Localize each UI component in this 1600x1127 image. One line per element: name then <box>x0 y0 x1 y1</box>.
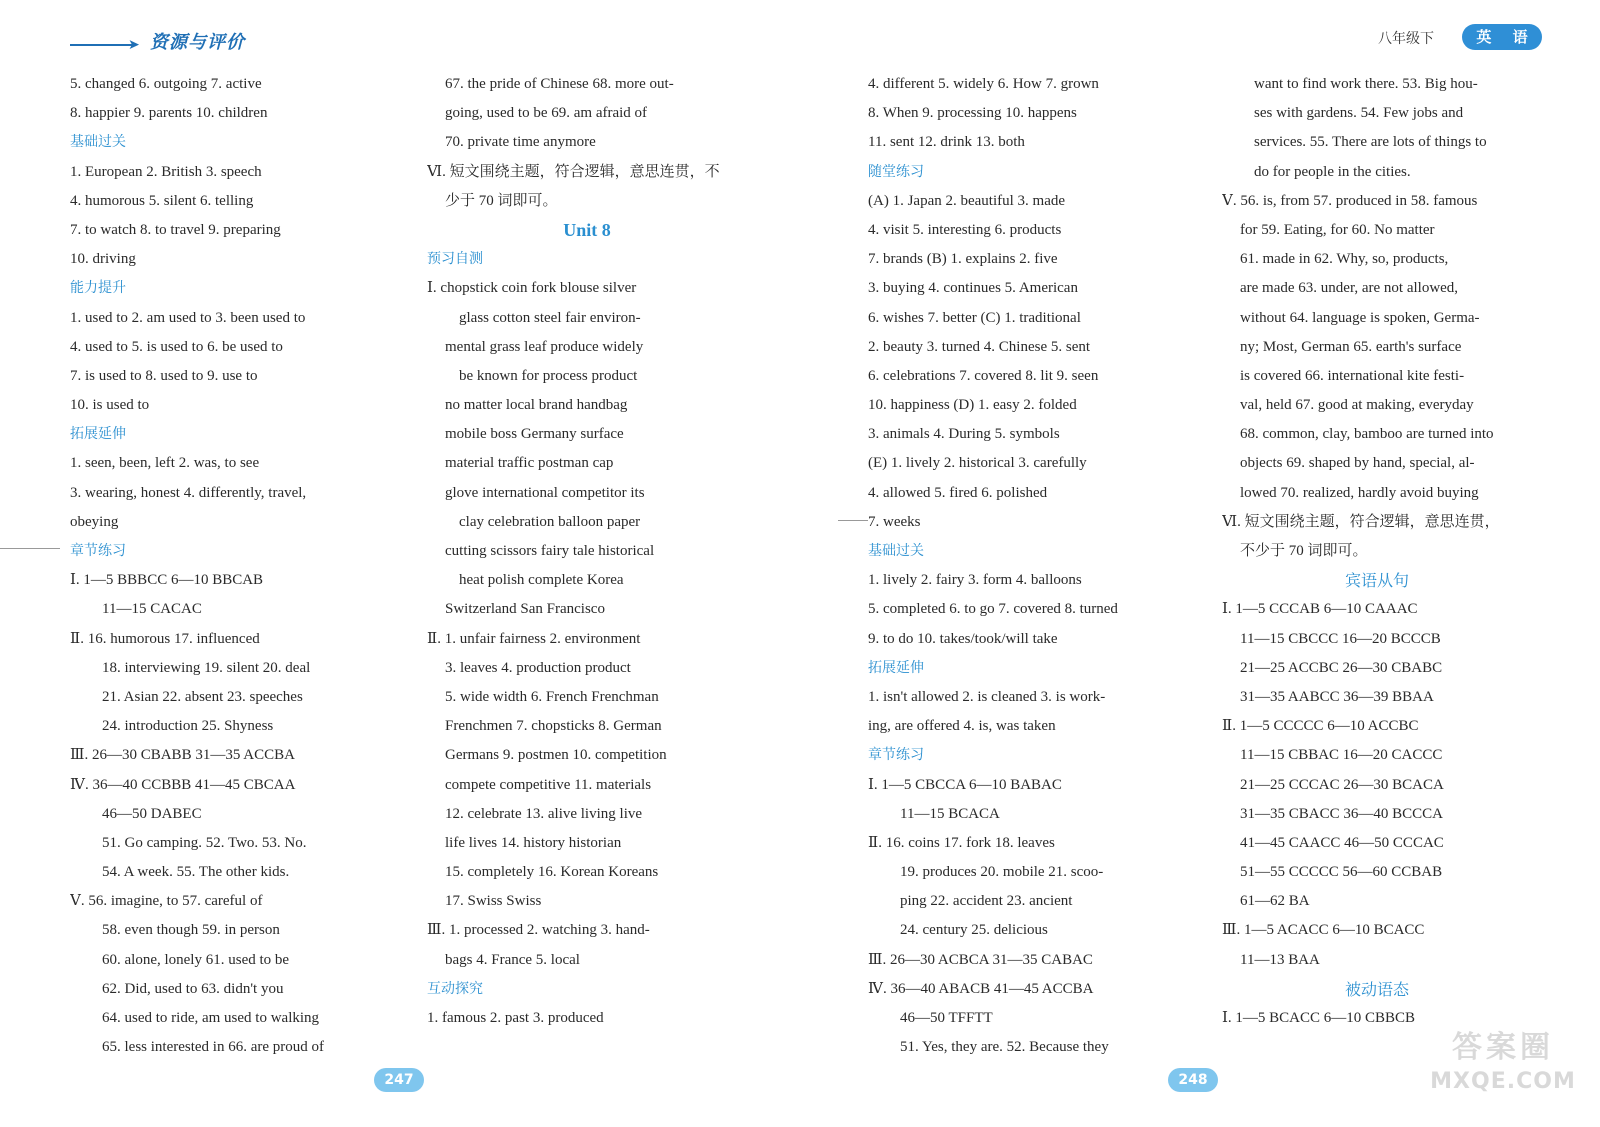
answer-line: 1. European 2. British 3. speech <box>70 163 262 180</box>
margin-rule <box>838 520 868 521</box>
answer-line: 3. buying 4. continues 5. American <box>868 280 1078 297</box>
section-heading: 基础过关 <box>868 543 924 559</box>
answer-line: Ⅱ. 16. humorous 17. influenced <box>70 630 260 647</box>
answer-column-4 <box>1222 70 1532 1033</box>
answer-line: no matter local brand handbag <box>445 397 628 414</box>
answer-line: ses with gardens. 54. Few jobs and <box>1254 105 1464 122</box>
answer-line: Ⅱ. 16. coins 17. fork 18. leaves <box>868 834 1055 851</box>
margin-rule <box>0 548 60 549</box>
answer-line: 31—35 AABCC 36—39 BBAA <box>1240 688 1434 705</box>
answer-line: Ⅰ. 1—5 CBCCA 6—10 BABAC <box>868 776 1062 793</box>
answer-line: 1. used to 2. am used to 3. been used to <box>70 309 306 326</box>
answer-line: 58. even though 59. in person <box>102 922 280 939</box>
answer-line: life lives 14. history historian <box>445 834 622 851</box>
answer-line: 64. used to ride, am used to walking <box>102 1010 320 1026</box>
answer-line: 51. Yes, they are. 52. Because they <box>900 1039 1109 1056</box>
answer-line: 60. alone, lonely 61. used to be <box>102 951 290 968</box>
answer-line: 61—62 BA <box>1240 893 1310 910</box>
page-number-left: 247 <box>374 1068 424 1092</box>
section-heading: 预习自测 <box>427 251 483 268</box>
answer-line: 4. used to 5. is used to 6. be used to <box>70 338 283 355</box>
answer-line: 4. humorous 5. silent 6. telling <box>70 192 254 209</box>
answer-line: 10. driving <box>70 251 136 268</box>
answer-line: for 59. Eating, for 60. No matter <box>1240 221 1435 238</box>
answer-line: (A) 1. Japan 2. beautiful 3. made <box>868 192 1066 209</box>
answer-line: compete competitive 11. materials <box>445 776 652 793</box>
unit-title: 被动语态 <box>1344 979 1409 999</box>
answer-line: mobile boss Germany surface <box>445 426 624 443</box>
answer-line: 51—55 CCCCC 56—60 CCBAB <box>1240 864 1443 881</box>
answer-line: going, used to be 69. am afraid of <box>445 105 648 122</box>
answer-line: 7. to watch 8. to travel 9. preparing <box>70 221 281 238</box>
answer-line: cutting scissors fairy tale historical <box>445 543 655 559</box>
answer-line: lowed 70. realized, hardly avoid buying <box>1240 484 1479 501</box>
answer-line: 24. introduction 25. Shyness <box>102 718 274 735</box>
answer-line: val, held 67. good at making, everyday <box>1240 397 1474 414</box>
answer-line: 70. private time anymore <box>445 134 596 151</box>
answer-line: 11—15 CACAC <box>102 601 202 618</box>
answer-line: 62. Did, used to 63. didn't you <box>102 980 284 997</box>
answer-line: Ⅲ. 26—30 ACBCA 31—35 CABAC <box>868 951 1093 968</box>
section-heading: 基础过关 <box>70 134 126 151</box>
answer-line: Ⅵ. 短文围绕主题，符合逻辑，意思连贯， <box>1222 513 1500 530</box>
section-heading: 章节练习 <box>70 543 126 559</box>
section-heading: 章节练习 <box>868 747 924 764</box>
unit-title: 宾语从句 <box>1344 571 1409 591</box>
answer-line: 11—13 BAA <box>1240 951 1320 968</box>
answer-line: glove international competitor its <box>445 484 645 501</box>
answer-line: mental grass leaf produce widely <box>445 338 644 355</box>
answer-line: 11—15 BCACA <box>900 805 1000 822</box>
section-heading: 拓展延伸 <box>868 659 924 676</box>
grade-label: 八年级下 <box>1378 31 1434 47</box>
answer-line: Ⅴ. 56. imagine, to 57. careful of <box>70 893 263 910</box>
answer-line: services. 55. There are lots of things to <box>1254 134 1487 151</box>
answer-line: material traffic postman cap <box>445 455 614 472</box>
answer-line: Ⅱ. 1—5 CCCCC 6—10 ACCBC <box>1222 718 1419 735</box>
answer-line: 8. happier 9. parents 10. children <box>70 105 268 122</box>
answer-line: do for people in the cities. <box>1254 163 1411 180</box>
answer-line: 1. famous 2. past 3. produced <box>427 1010 604 1026</box>
answer-line: objects 69. shaped by hand, special, al- <box>1240 455 1475 472</box>
answer-line: without 64. language is spoken, Germa- <box>1240 309 1480 326</box>
answer-line: 67. the pride of Chinese 68. more out- <box>445 76 674 92</box>
answer-line: Ⅵ. 短文围绕主题，符合逻辑，意思连贯，不 <box>427 163 720 180</box>
section-heading: 互动探究 <box>427 980 483 997</box>
answer-line: 6. wishes 7. better (C) 1. traditional <box>868 309 1081 326</box>
answer-line: 11—15 CBCCC 16—20 BCCCB <box>1240 630 1441 647</box>
answer-line: 61. made in 62. Why, so, products, <box>1240 251 1449 268</box>
answer-line: Ⅳ. 36—40 ABACB 41—45 ACCBA <box>868 980 1094 997</box>
answer-line: 54. A week. 55. The other kids. <box>102 864 290 881</box>
section-heading: 能力提升 <box>70 280 126 297</box>
unit-title: Unit 8 <box>563 219 611 240</box>
answer-column-2 <box>427 70 747 1033</box>
page-number-right: 248 <box>1168 1068 1218 1092</box>
answer-line: 5. wide width 6. French Frenchman <box>445 688 659 705</box>
answer-line: 7. weeks <box>868 513 921 530</box>
answer-line: 46—50 DABEC <box>102 805 202 822</box>
arrow-icon: ➤ <box>128 37 140 53</box>
answer-line: bags 4. France 5. local <box>445 951 580 968</box>
answer-line: 5. changed 6. outgoing 7. active <box>70 76 262 92</box>
answer-line: 4. visit 5. interesting 6. products <box>868 221 1062 238</box>
answer-line: 1. lively 2. fairy 3. form 4. balloons <box>868 572 1082 589</box>
answer-line: 46—50 TFFTT <box>900 1010 993 1026</box>
answer-line: Ⅴ. 56. is, from 57. produced in 58. famous <box>1222 192 1478 209</box>
answer-line: 21—25 CCCAC 26—30 BCACA <box>1240 776 1444 793</box>
answer-line: 9. to do 10. takes/took/will take <box>868 630 1058 647</box>
watermark-logo <box>1418 1028 1588 1098</box>
answer-line: Ⅳ. 36—40 CCBBB 41—45 CBCAA <box>70 776 296 793</box>
subject-badge: 英 语 <box>1462 24 1542 50</box>
answer-line: 5. completed 6. to go 7. covered 8. turned <box>868 601 1118 618</box>
watermark-text: 答案圈 <box>1452 1030 1554 1065</box>
answer-line: want to find work there. 53. Big hou- <box>1254 76 1478 92</box>
answer-line: 4. different 5. widely 6. How 7. grown <box>868 76 1099 92</box>
answer-line: 21. Asian 22. absent 23. speeches <box>102 688 303 705</box>
answer-line: 68. common, clay, bamboo are turned into <box>1240 426 1494 443</box>
watermark-url: MXQE.COM <box>1430 1069 1576 1094</box>
answer-line: 少于 70 词即可。 <box>445 192 558 209</box>
answer-line: 10. is used to <box>70 397 150 414</box>
answer-line: 51. Go camping. 52. Two. 53. No. <box>102 834 307 851</box>
answer-line: are made 63. under, are not allowed, <box>1240 280 1459 297</box>
answer-line: Ⅰ. 1—5 CCCAB 6—10 CAAAC <box>1222 601 1418 618</box>
answer-column-3 <box>868 70 1188 1062</box>
section-heading: 随堂练习 <box>868 163 924 180</box>
answer-line: Ⅰ. chopstick coin fork blouse silver <box>427 280 637 297</box>
answer-line: 21—25 ACCBC 26—30 CBABC <box>1240 659 1443 676</box>
answer-line: 2. beauty 3. turned 4. Chinese 5. sent <box>868 338 1091 355</box>
answer-line: ing, are offered 4. is, was taken <box>868 718 1056 735</box>
answer-line: obeying <box>70 513 119 530</box>
answer-line: 18. interviewing 19. silent 20. deal <box>102 659 311 676</box>
page-header <box>0 0 1600 60</box>
answer-line: Germans 9. postmen 10. competition <box>445 747 667 764</box>
answer-line: 3. wearing, honest 4. differently, travel, <box>70 484 307 501</box>
answer-line: 7. brands (B) 1. explains 2. five <box>868 251 1058 268</box>
answer-line: 11. sent 12. drink 13. both <box>868 134 1025 151</box>
answer-line: 6. celebrations 7. covered 8. lit 9. seen <box>868 367 1099 384</box>
answer-line: Ⅲ. 1. processed 2. watching 3. hand- <box>427 922 650 939</box>
answer-line: be known for process product <box>459 367 638 384</box>
answer-line: 24. century 25. delicious <box>900 922 1048 939</box>
answer-line: glass cotton steel fair environ- <box>459 309 641 326</box>
answer-line: 8. When 9. processing 10. happens <box>868 105 1077 122</box>
answer-line: 1. isn't allowed 2. is cleaned 3. is work- <box>868 688 1106 705</box>
answer-line: 65. less interested in 66. are proud of <box>102 1039 325 1056</box>
brand-underline <box>70 44 132 46</box>
answer-line: Frenchmen 7. chopsticks 8. German <box>445 718 662 735</box>
answer-line: 3. leaves 4. production product <box>445 659 631 676</box>
answer-line: 31—35 CBACC 36—40 BCCCA <box>1240 805 1443 822</box>
section-heading: 拓展延伸 <box>70 426 126 443</box>
answer-line: heat polish complete Korea <box>459 572 624 589</box>
answer-line: Switzerland San Francisco <box>445 601 605 618</box>
answer-line: 19. produces 20. mobile 21. scoo- <box>900 864 1104 881</box>
answer-line: Ⅰ. 1—5 BBBCC 6—10 BBCAB <box>70 572 264 589</box>
answer-line: 不少于 70 词即可。 <box>1240 543 1368 559</box>
answer-column-1 <box>70 70 390 1062</box>
answer-line: clay celebration balloon paper <box>459 513 641 530</box>
answer-line: 11—15 CBBAC 16—20 CACCC <box>1240 747 1443 764</box>
answer-line: 15. completely 16. Korean Koreans <box>445 864 659 881</box>
answer-line: 3. animals 4. During 5. symbols <box>868 426 1060 443</box>
answer-line: Ⅰ. 1—5 BCACC 6—10 CBBCB <box>1222 1010 1416 1026</box>
answer-line: 4. allowed 5. fired 6. polished <box>868 484 1048 501</box>
answer-line: 12. celebrate 13. alive living live <box>445 805 643 822</box>
answer-line: ny; Most, German 65. earth's surface <box>1240 338 1462 355</box>
answer-line: 41—45 CAACC 46—50 CCCAC <box>1240 834 1444 851</box>
answer-line: 7. is used to 8. used to 9. use to <box>70 367 258 384</box>
answer-line: Ⅲ. 1—5 ACACC 6—10 BCACC <box>1222 922 1425 939</box>
answer-line: (E) 1. lively 2. historical 3. carefully <box>868 455 1087 472</box>
answer-line: ping 22. accident 23. ancient <box>900 893 1073 910</box>
answer-line: 17. Swiss Swiss <box>445 893 542 910</box>
answer-line: 1. seen, been, left 2. was, to see <box>70 455 260 472</box>
answer-line: is covered 66. international kite festi- <box>1240 367 1465 384</box>
brand-title: 资源与评价 <box>150 32 245 53</box>
answer-line: Ⅲ. 26—30 CBABB 31—35 ACCBA <box>70 747 295 764</box>
answer-line: Ⅱ. 1. unfair fairness 2. environment <box>427 630 641 647</box>
answer-line: 10. happiness (D) 1. easy 2. folded <box>868 397 1077 414</box>
